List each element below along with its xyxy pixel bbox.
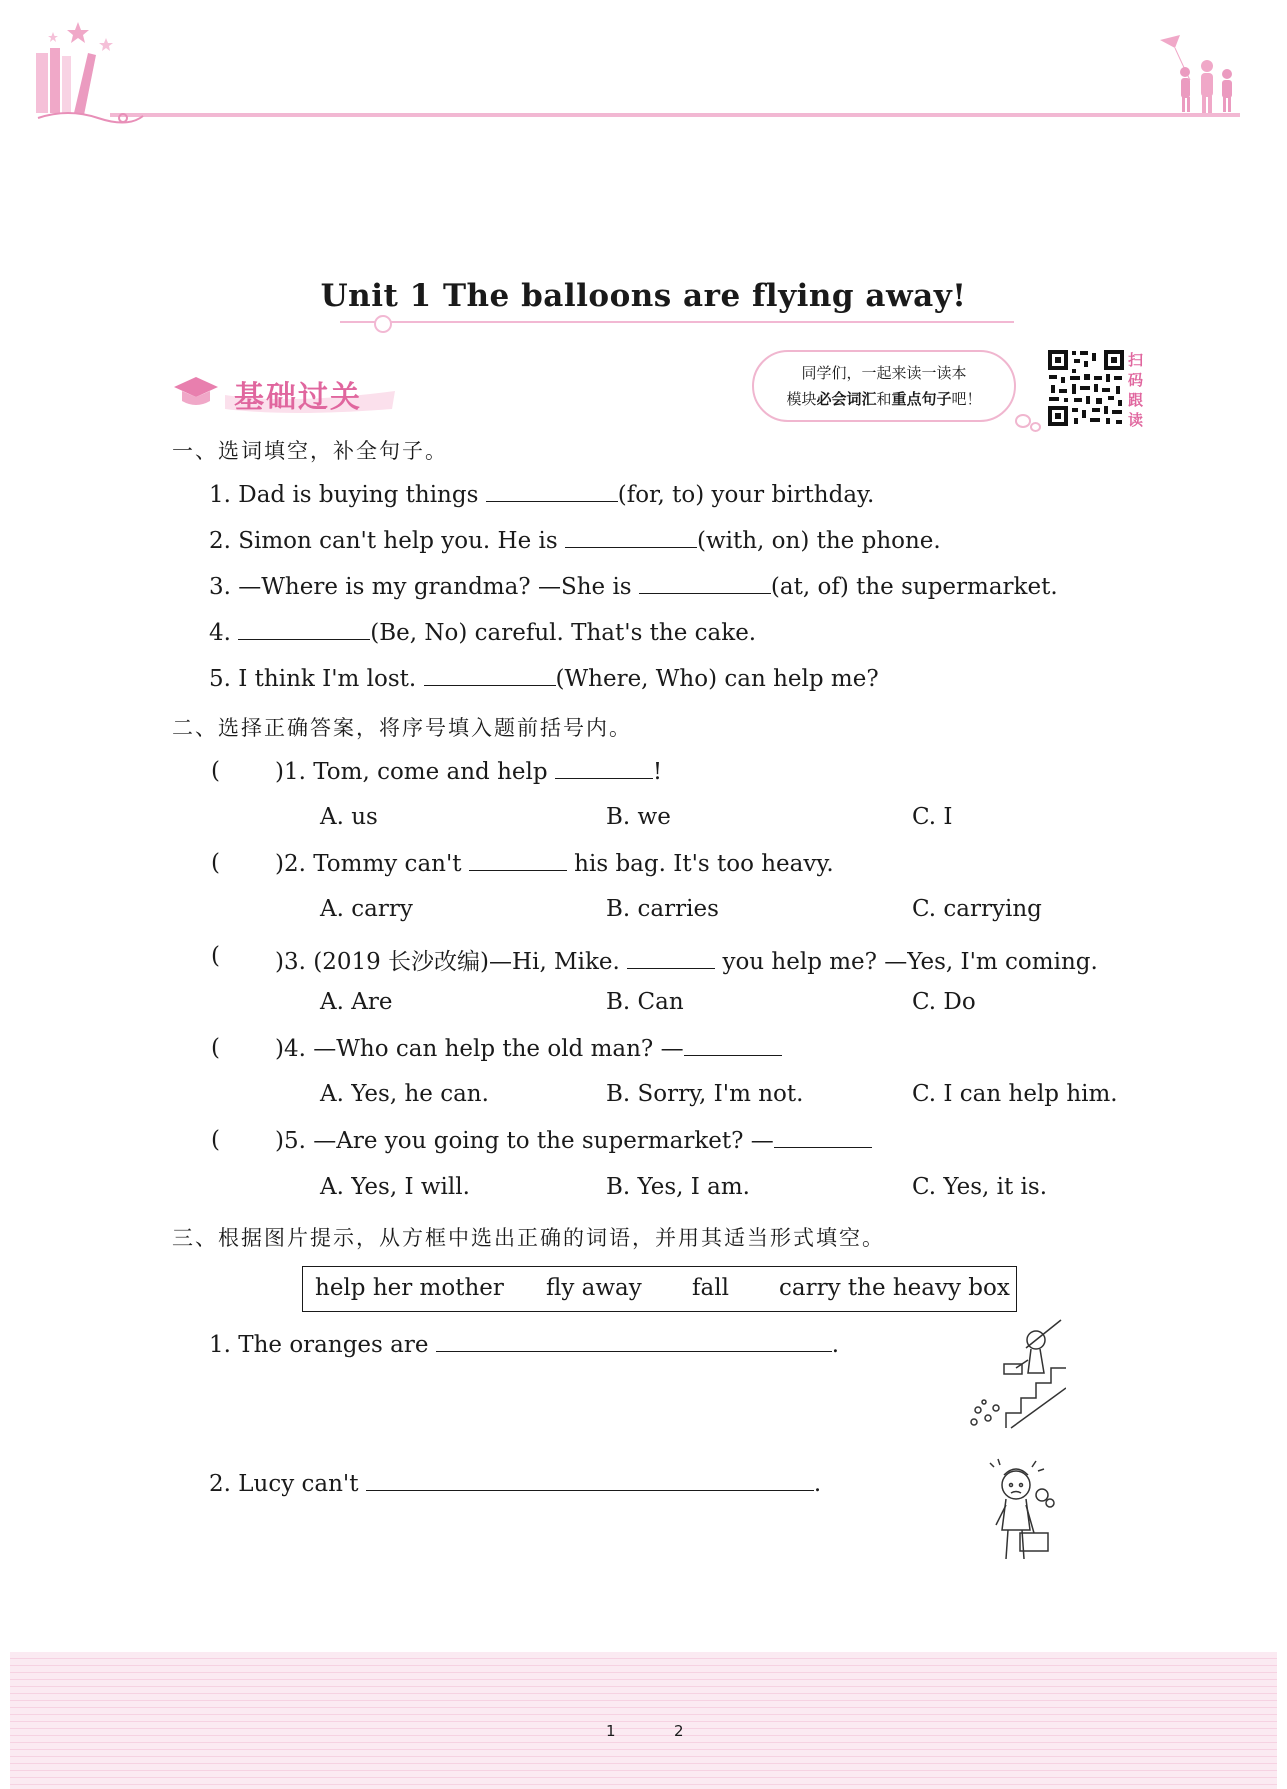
books-logo-icon [28,18,148,128]
question-text: ! [652,759,663,785]
bubble-text: 吧！ [951,390,982,408]
section-badge-label: 基础过关 [234,380,362,415]
bubble-line-2 [754,386,1014,412]
question-text: 1. The oranges are [209,1332,429,1358]
answer-blank[interactable] [565,527,697,548]
header-rule [110,113,1240,117]
question-text: his bag. It's too heavy. [574,851,834,877]
option-c[interactable]: C. Yes, it is. [912,1174,1048,1200]
question-text: (with, on) the phone. [696,528,941,554]
option-c[interactable]: C. carrying [912,896,1042,922]
answer-blank[interactable] [238,619,370,640]
question-text: (for, to) your birthday. [617,482,875,508]
option-a[interactable]: A. Are [320,989,393,1015]
part2-paren[interactable]: ( [211,1035,220,1061]
bubble-tail [1030,422,1041,432]
option-a[interactable]: A. us [320,804,378,830]
question-number: )4. [275,1036,306,1062]
part1-question-5 [209,665,879,692]
question-text: Tom, come and help [313,759,548,785]
word-option: help her mother [315,1275,504,1301]
question-text: 5. I think I'm lost. [209,666,417,692]
answer-blank[interactable] [639,573,771,594]
part2-question-3 [275,943,1098,976]
title-rule-dot [374,315,392,333]
scan-char: 码 [1128,371,1144,389]
part2-paren[interactable]: ( [211,758,220,784]
question-text: (Where, Who) can help me? [555,666,879,692]
word-option: fall [692,1275,729,1301]
page-number-right: 2 [674,1722,684,1740]
question-text: —Who can help the old man? — [313,1036,684,1062]
answer-blank[interactable] [684,1035,782,1056]
question-text: . [831,1332,840,1358]
bubble-line-1: 同学们，一起来读一读本 [801,364,967,382]
bubble-text: 和 [876,390,892,408]
option-c[interactable]: C. Do [912,989,976,1015]
answer-blank[interactable] [774,1127,872,1148]
answer-blank[interactable] [366,1470,814,1491]
answer-blank[interactable] [486,481,618,502]
part1-question-4 [209,619,756,646]
option-a[interactable]: A. Yes, I will. [320,1174,470,1200]
question-text: Tommy can't [313,851,462,877]
word-box [302,1266,1017,1312]
part1-question-3 [209,573,1058,600]
question-text: —Are you going to the supermarket? — [313,1128,774,1154]
part3-heading: 三、根据图片提示，从方框中选出正确的词语，并用其适当形式填空。 [172,1226,885,1250]
part2-paren[interactable]: ( [211,943,220,969]
question-text: 4. [209,620,231,646]
bubble-bold-text: 必会词汇 [816,390,877,408]
option-b[interactable]: B. Sorry, I'm not. [606,1081,804,1107]
part2-question-4 [275,1035,782,1062]
girl-heavy-box-illustration-icon [976,1455,1062,1567]
bubble-bold-text: 重点句子 [891,390,952,408]
question-number: )1. [275,759,306,785]
page-title: Unit 1 The balloons are flying away! [320,278,967,314]
answer-blank[interactable] [436,1331,832,1352]
option-b[interactable]: B. carries [606,896,719,922]
word-option: fly away [546,1275,642,1301]
question-text: . [813,1471,822,1497]
question-text: 1. Dad is buying things [209,482,479,508]
answer-blank[interactable] [424,665,556,686]
question-number: )2. [275,851,306,877]
part2-paren[interactable]: ( [211,850,220,876]
question-text: 2. Simon can't help you. He is [209,528,558,554]
part2-question-1 [275,758,662,785]
qr-code-icon[interactable] [1046,348,1126,428]
scan-char: 扫 [1128,351,1144,369]
question-text: (Be, No) careful. That's the cake. [370,620,757,646]
option-c[interactable]: C. I can help him. [912,1081,1118,1107]
scan-to-read-label [1128,350,1148,430]
part2-paren[interactable]: ( [211,1127,220,1153]
scan-char: 跟 [1128,391,1144,409]
question-number: )3. [275,949,306,975]
part1-question-1 [209,481,874,508]
part3-question-2 [209,1470,821,1497]
scan-char: 读 [1128,411,1144,429]
question-text: (2019 长沙改编)—Hi, Mike. [313,949,620,975]
part3-question-1 [209,1331,839,1358]
title-rule [340,321,1014,323]
question-text: you help me? —Yes, I'm coming. [722,949,1098,975]
question-number: )5. [275,1128,306,1154]
word-option: carry the heavy box [779,1275,1010,1301]
part1-question-2 [209,527,941,554]
answer-blank[interactable] [555,758,653,779]
question-text: (at, of) the supermarket. [770,574,1058,600]
option-b[interactable]: B. Can [606,989,684,1015]
question-text: 2. Lucy can't [209,1471,359,1497]
footer-band [10,1652,1277,1789]
page-number-left: 1 [606,1722,616,1740]
bubble-text: 模块 [786,390,817,408]
answer-blank[interactable] [627,948,715,969]
reading-tip-bubble [752,350,1016,422]
children-kite-icon [1155,30,1245,120]
option-b[interactable]: B. Yes, I am. [606,1174,750,1200]
part2-heading: 二、选择正确答案，将序号填入题前括号内。 [172,716,632,740]
oranges-falling-stairs-illustration-icon [966,1318,1066,1430]
part2-question-5 [275,1127,872,1154]
option-a[interactable]: A. Yes, he can. [320,1081,489,1107]
option-b[interactable]: B. we [606,804,671,830]
part1-heading: 一、选词填空，补全句子。 [172,439,448,463]
bubble-tail [1015,414,1031,428]
option-c[interactable]: C. I [912,804,953,830]
part2-question-2 [275,850,834,877]
option-a[interactable]: A. carry [320,896,413,922]
question-text: 3. —Where is my grandma? —She is [209,574,632,600]
answer-blank[interactable] [469,850,567,871]
